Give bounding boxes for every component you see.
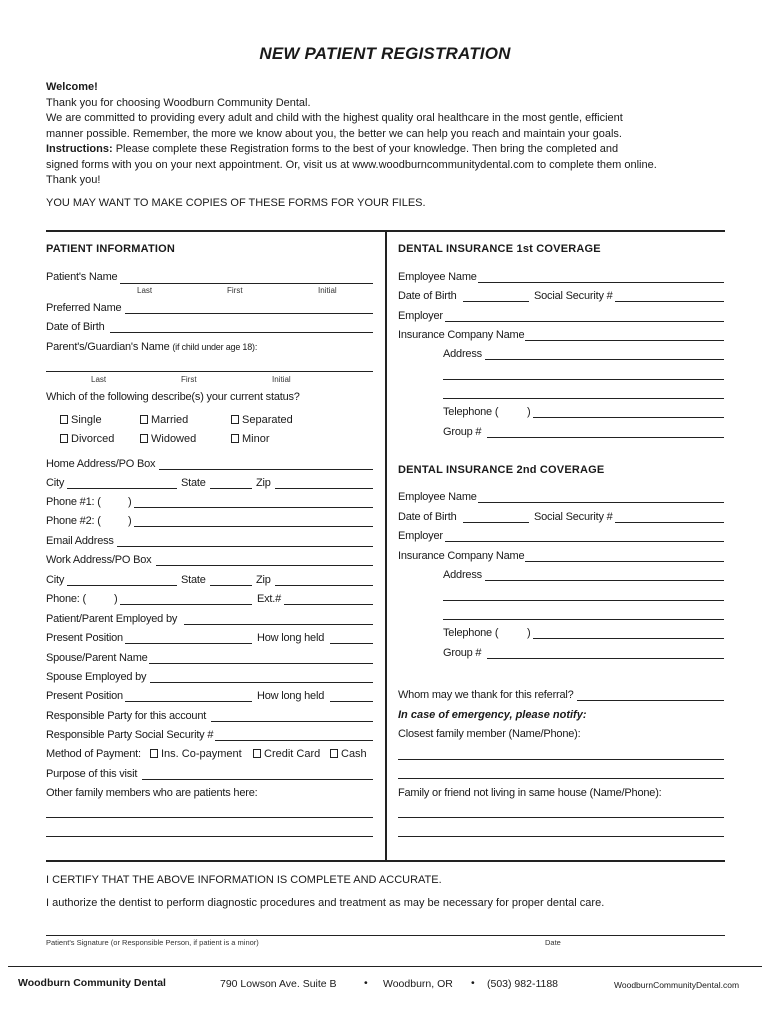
ins1-address-field[interactable] — [485, 359, 724, 360]
position-field[interactable] — [125, 643, 252, 644]
section-bottom-rule — [46, 860, 725, 862]
status-single[interactable]: Single — [60, 414, 102, 426]
first-caption: First — [181, 375, 197, 384]
spouse-how-long-field[interactable] — [330, 701, 373, 702]
responsible-ssn-label: Responsible Party Social Security # — [46, 729, 214, 741]
email-field[interactable] — [117, 546, 373, 547]
work-city-field[interactable] — [67, 585, 177, 586]
authorize-statement: I authorize the dentist to perform diagnostic procedures and treatment as may be necessary for proper dental care. — [46, 897, 605, 909]
other-members-field[interactable] — [46, 836, 373, 837]
how-long-field[interactable] — [330, 643, 373, 644]
work-address-field[interactable] — [156, 565, 373, 566]
insurance2-heading: DENTAL INSURANCE 2nd COVERAGE — [398, 464, 605, 476]
paren-close: ) — [128, 515, 132, 527]
patient-name-label: Patient's Name — [46, 271, 118, 283]
ins2-address-label: Address — [443, 569, 482, 581]
column-divider — [385, 230, 387, 860]
checkbox[interactable] — [60, 434, 68, 443]
ins2-group-label: Group # — [443, 647, 482, 659]
work-state-label: State — [181, 574, 206, 586]
footer-phone: (503) 982-1188 — [487, 978, 559, 990]
paren-close: ) — [527, 406, 531, 418]
intro-line: Thank you! — [46, 174, 101, 186]
other-members-label: Other family members who are patients here: — [46, 787, 258, 799]
ins1-telephone-field[interactable] — [533, 417, 724, 418]
email-label: Email Address — [46, 535, 114, 547]
closest-family-label: Closest family member (Name/Phone): — [398, 728, 581, 740]
date-caption: Date — [545, 938, 561, 947]
spouse-how-long-label: How long held — [257, 690, 325, 702]
state-label: State — [181, 477, 206, 489]
ins1-dob-label: Date of Birth — [398, 290, 457, 302]
welcome-heading: Welcome! — [46, 81, 98, 93]
pay-cash[interactable]: Cash — [330, 748, 367, 760]
ins1-company-field[interactable] — [525, 340, 724, 341]
status-divorced[interactable]: Divorced — [60, 433, 114, 445]
status-question: Which of the following describe(s) your current status? — [46, 391, 300, 403]
ins2-company-field[interactable] — [525, 561, 724, 562]
ins2-employee-field[interactable] — [478, 502, 724, 503]
phone1-label: Phone #1: ( — [46, 496, 101, 508]
ext-label: Ext.# — [257, 593, 282, 605]
spouse-name-label: Spouse/Parent Name — [46, 652, 148, 664]
referral-label: Whom may we thank for this referral? — [398, 689, 574, 701]
zip-field[interactable] — [275, 488, 373, 489]
city-label: City — [46, 477, 65, 489]
intro-line: manner possible. Remember, the more we know about you, the better we can help you reach and maintain your goals. — [46, 127, 622, 140]
ins2-telephone-label: Telephone ( — [443, 627, 499, 639]
ins2-ssn-label: Social Security # — [534, 511, 613, 523]
ins1-company-label: Insurance Company Name — [398, 329, 525, 341]
home-address-field[interactable] — [159, 469, 373, 470]
checkbox[interactable] — [140, 415, 148, 424]
responsible-ssn-field[interactable] — [215, 740, 373, 741]
ins1-employer-field[interactable] — [445, 321, 724, 322]
purpose-label: Purpose of this visit — [46, 768, 138, 780]
phone2-field[interactable] — [134, 526, 373, 527]
work-zip-label: Zip — [256, 574, 271, 586]
insurance1-heading: DENTAL INSURANCE 1st COVERAGE — [398, 243, 601, 255]
preferred-name-label: Preferred Name — [46, 302, 122, 314]
ins1-employer-label: Employer — [398, 310, 443, 322]
referral-field[interactable] — [577, 700, 724, 701]
signature-caption: Patient's Signature (or Responsible Person, if patient is a minor) — [46, 938, 259, 947]
payment-label: Method of Payment: — [46, 748, 141, 760]
ins1-address-field[interactable] — [443, 379, 724, 380]
footer-rule — [8, 966, 762, 967]
ins1-group-field[interactable] — [487, 437, 724, 438]
footer-website[interactable]: WoodburnCommunityDental.com — [614, 980, 740, 990]
initial-caption: Initial — [318, 286, 337, 295]
intro-text — [46, 80, 736, 189]
certify-statement: I CERTIFY THAT THE ABOVE INFORMATION IS COMPLETE AND ACCURATE. — [46, 874, 442, 886]
ins2-dob-field[interactable] — [463, 522, 529, 523]
city-field[interactable] — [67, 488, 177, 489]
ins1-employee-field[interactable] — [478, 282, 724, 283]
closest-family-field[interactable] — [398, 759, 724, 760]
work-address-label: Work Address/PO Box — [46, 554, 152, 566]
ins1-telephone-label: Telephone ( — [443, 406, 499, 418]
guardian-note: (if child under age 18): — [172, 342, 258, 352]
friend-field[interactable] — [398, 817, 724, 818]
guardian-name-field[interactable] — [46, 371, 373, 372]
other-members-field[interactable] — [46, 817, 373, 818]
ins1-ssn-label: Social Security # — [534, 290, 613, 302]
intro-line: signed forms with you on your next appointment. Or, visit us at www.woodburncommunitydental.com to complete them online. — [46, 158, 657, 171]
home-address-label: Home Address/PO Box — [46, 458, 156, 470]
ins2-company-label: Insurance Company Name — [398, 550, 525, 562]
closest-family-field[interactable] — [398, 778, 724, 779]
intro-line: Please complete these Registration forms to the best of your knowledge. Then bring the completed and — [115, 143, 619, 155]
ins1-dob-field[interactable] — [463, 301, 529, 302]
status-minor[interactable]: Minor — [231, 433, 270, 445]
zip-label: Zip — [256, 477, 271, 489]
friend-field[interactable] — [398, 836, 724, 837]
state-field[interactable] — [210, 488, 252, 489]
status-married[interactable]: Married — [140, 414, 188, 426]
position-label: Present Position — [46, 632, 123, 644]
paren-close: ) — [128, 496, 132, 508]
paren-close: ) — [527, 627, 531, 639]
last-caption: Last — [91, 375, 107, 384]
intro-line: Thank you for choosing Woodburn Community Dental. — [46, 96, 311, 109]
ins2-employer-field[interactable] — [445, 541, 724, 542]
work-zip-field[interactable] — [275, 585, 373, 586]
work-phone-label: Phone: ( — [46, 593, 86, 605]
intro-line: We are committed to providing every adult and child with the highest quality oral healthcare in the most gentle, efficient — [46, 112, 623, 124]
footer-practice-name: Woodburn Community Dental — [18, 977, 166, 989]
footer-city: Woodburn, OR — [383, 978, 453, 990]
copies-note: YOU MAY WANT TO MAKE COPIES OF THESE FORMS FOR YOUR FILES. — [46, 197, 426, 209]
first-caption: First — [227, 286, 243, 295]
ins2-employer-label: Employer — [398, 530, 443, 542]
phone1-field[interactable] — [134, 507, 373, 508]
dob-label: Date of Birth — [46, 321, 105, 333]
checkbox[interactable] — [330, 749, 338, 758]
ins1-group-label: Group # — [443, 426, 482, 438]
initial-caption: Initial — [272, 375, 291, 384]
ins2-group-field[interactable] — [487, 658, 724, 659]
footer-bullet: • — [364, 977, 368, 989]
signature-field[interactable] — [46, 935, 725, 936]
patient-info-heading: PATIENT INFORMATION — [46, 243, 176, 255]
instructions-label: Instructions: — [46, 143, 113, 155]
spouse-position-label: Present Position — [46, 690, 123, 702]
employed-by-label: Patient/Parent Employed by — [46, 613, 178, 625]
ins2-ssn-field[interactable] — [615, 522, 724, 523]
ins1-employee-label: Employee Name — [398, 271, 477, 283]
guardian-label: Parent's/Guardian's Name — [46, 341, 170, 353]
ins1-address-label: Address — [443, 348, 482, 360]
ins2-address-field[interactable] — [443, 600, 724, 601]
page-title: NEW PATIENT REGISTRATION — [259, 44, 511, 63]
work-phone-field[interactable] — [120, 604, 252, 605]
checkbox[interactable] — [253, 749, 261, 758]
spouse-name-field[interactable] — [149, 663, 373, 664]
paren-close: ) — [114, 593, 118, 605]
status-separated[interactable]: Separated — [231, 414, 293, 426]
spouse-employed-field[interactable] — [150, 682, 373, 683]
ins2-telephone-field[interactable] — [533, 638, 724, 639]
pay-insurance[interactable]: Ins. Co-payment — [150, 748, 242, 760]
responsible-label: Responsible Party for this account — [46, 710, 207, 722]
ins1-address-field[interactable] — [443, 398, 724, 399]
friend-label: Family or friend not living in same house (Name/Phone): — [398, 787, 662, 799]
checkbox[interactable] — [231, 434, 239, 443]
purpose-field[interactable] — [142, 779, 373, 780]
footer-bullet: • — [471, 977, 475, 989]
footer-address: 790 Lowson Ave. Suite B — [220, 978, 337, 990]
checkbox[interactable] — [60, 415, 68, 424]
checkbox[interactable] — [140, 434, 148, 443]
preferred-name-field[interactable] — [125, 313, 373, 314]
status-widowed[interactable]: Widowed — [140, 433, 196, 445]
work-city-label: City — [46, 574, 65, 586]
checkbox[interactable] — [150, 749, 158, 758]
how-long-label: How long held — [257, 632, 325, 644]
ins2-employee-label: Employee Name — [398, 491, 477, 503]
pay-credit-card[interactable]: Credit Card — [253, 748, 320, 760]
ins1-ssn-field[interactable] — [615, 301, 724, 302]
last-caption: Last — [137, 286, 153, 295]
responsible-field[interactable] — [211, 721, 373, 722]
spouse-employed-label: Spouse Employed by — [46, 671, 147, 683]
spouse-position-field[interactable] — [125, 701, 252, 702]
phone2-label: Phone #2: ( — [46, 515, 101, 527]
patient-name-field[interactable] — [120, 283, 373, 284]
employed-by-field[interactable] — [184, 624, 373, 625]
ins2-address-field[interactable] — [485, 580, 724, 581]
work-state-field[interactable] — [210, 585, 252, 586]
ins2-dob-label: Date of Birth — [398, 511, 457, 523]
ext-field[interactable] — [284, 604, 373, 605]
dob-field[interactable] — [110, 332, 373, 333]
emergency-heading: In case of emergency, please notify: — [398, 709, 587, 721]
ins2-address-field[interactable] — [443, 619, 724, 620]
checkbox[interactable] — [231, 415, 239, 424]
